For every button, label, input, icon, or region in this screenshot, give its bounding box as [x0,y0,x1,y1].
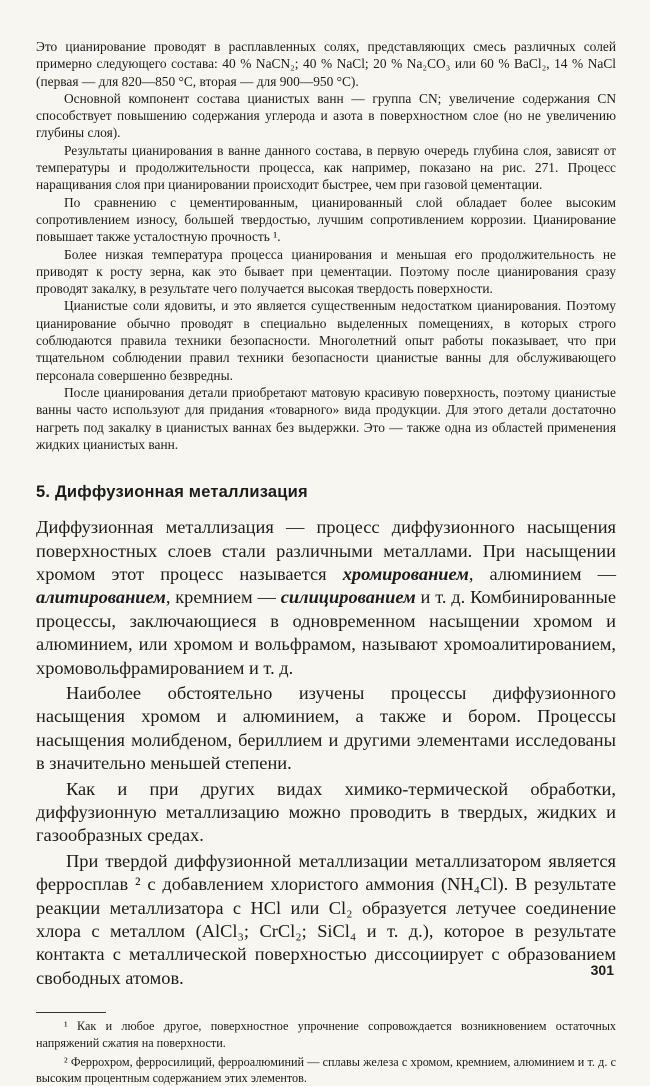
paragraph: Результаты цианирования в ванне данного состава, в первую очередь глубина слоя, зависят от температуры и продолжительности процесса, как например, показано на рис. 271. Процесс наращивания слоя при цианировании происходит быстрее, чем при газовой цементации. [36,142,616,193]
intro-text [36,38,616,453]
paragraph: По сравнению с цементированным, цианированный слой обладает более высоким сопротивлением износу, большей твердостью, лучшим сопротивлением коррозии. Цианирование повышает также усталостную прочность ¹. [36,194,616,245]
text-run: Диффузионная металлизация — процесс диффузионного насыщения поверхностных слоев стали различными металлами. При насыщении хромом этот процесс называется [36,517,616,584]
footnotes [36,1018,616,1086]
paragraph: Это цианирование проводят в расплавленных солях, представляющих смесь различных солей примерно следующего состава: 40 % NaCN₂; 40 % NaCl; 20 % Na₂CO₃ или 60 % BaCl₂, 14 % NaCl (первая — для 820—850 °С, вторая — для 900—950 °С). [36,39,616,89]
section-text [36,516,616,990]
paragraph: Более низкая температура процесса цианирования и меньшая его продолжительность не приводят к росту зерна, как это бывает при цементации. Поэтому после цианирования сразу проводят закалку, в результате чего получается высокая твердость поверхности. [36,246,616,297]
paragraph: Наиболее обстоятельно изучены процессы диффузионного насыщения хромом и алюминием, а также и бором. Процессы насыщения молибденом, бериллием и другими элементами исследованы в значительно меньшей степени. [36,682,616,774]
term: хромированием [342,563,469,584]
footnote: ¹ Как и любое другое, поверхностное упрочнение сопровождается возникновением остаточных напряжений сжатия на поверхности. [36,1019,616,1050]
text-run: , кремнием — [165,587,281,608]
term: алитированием [36,587,166,608]
page-number: 301 [590,962,614,978]
paragraph: Как и при других видах химико-термической обработки, диффузионную металлизацию можно проводить в твердых, жидких и газообразных средах. [36,778,616,846]
paragraph: Цианистые соли ядовиты, и это является существенным недостатком цианирования. Поэтому цианирование обычно проводят в специально выделенных помещениях, в которых строго соблюдаются правила техники безопасности. Многолетний опыт работы показывает, что при тщательном соблюдении правил техники безопасности цианистые ванны для обслуживающего персонала совершенно безвредны. [36,298,616,383]
footnote: ² Феррохром, ферросилиций, ферроалюминий — сплавы железа с хромом, кремнием, алюминием и т. д. с высоким процентным содержанием этих элементов. [36,1054,616,1086]
paragraph: При твердой диффузионной металлизации металлизатором является ферросплав ² с добавлением хлористого аммония (NH₄Cl). В результате реакции металлизатора с HCl или Cl₂ образуется летучее соединение хлора с металлом (AlCl₃; CrCl₂; SiCl₄ и т. д.), которое в результате контакта с металлической поверхностью диссоциирует с образованием свободных атомов. [36,850,616,988]
paragraph [36,516,616,680]
text-run: , алюминием — [468,563,616,584]
footnote-divider [36,1012,106,1013]
text-run: и т. д. Комбинированные процессы, заключающиеся в одновременном насыщении хромом и алюминием, или хромом и вольфрамом, называют хромоалитированием, хромовольфрамированием и т. д. [36,587,616,678]
paragraph: Основной компонент состава цианистых ванн — группа CN; увеличение содержания CN способствует повышению содержания углерода и азота в поверхностном слое (но не увеличению глубины слоя). [36,90,616,141]
page-body [36,38,616,1086]
term: силицированием [280,587,416,608]
section-heading: 5. Диффузионная металлизация [36,483,308,502]
paragraph: После цианирования детали приобретают матовую красивую поверхность, поэтому цианистые ванны часто используют для придания «товарного» вида продукции. Для этого детали достаточно нагреть под закалку в цианистых ваннах без выдержки. Это — также одна из областей применения жидких цианистых ванн. [36,384,616,452]
